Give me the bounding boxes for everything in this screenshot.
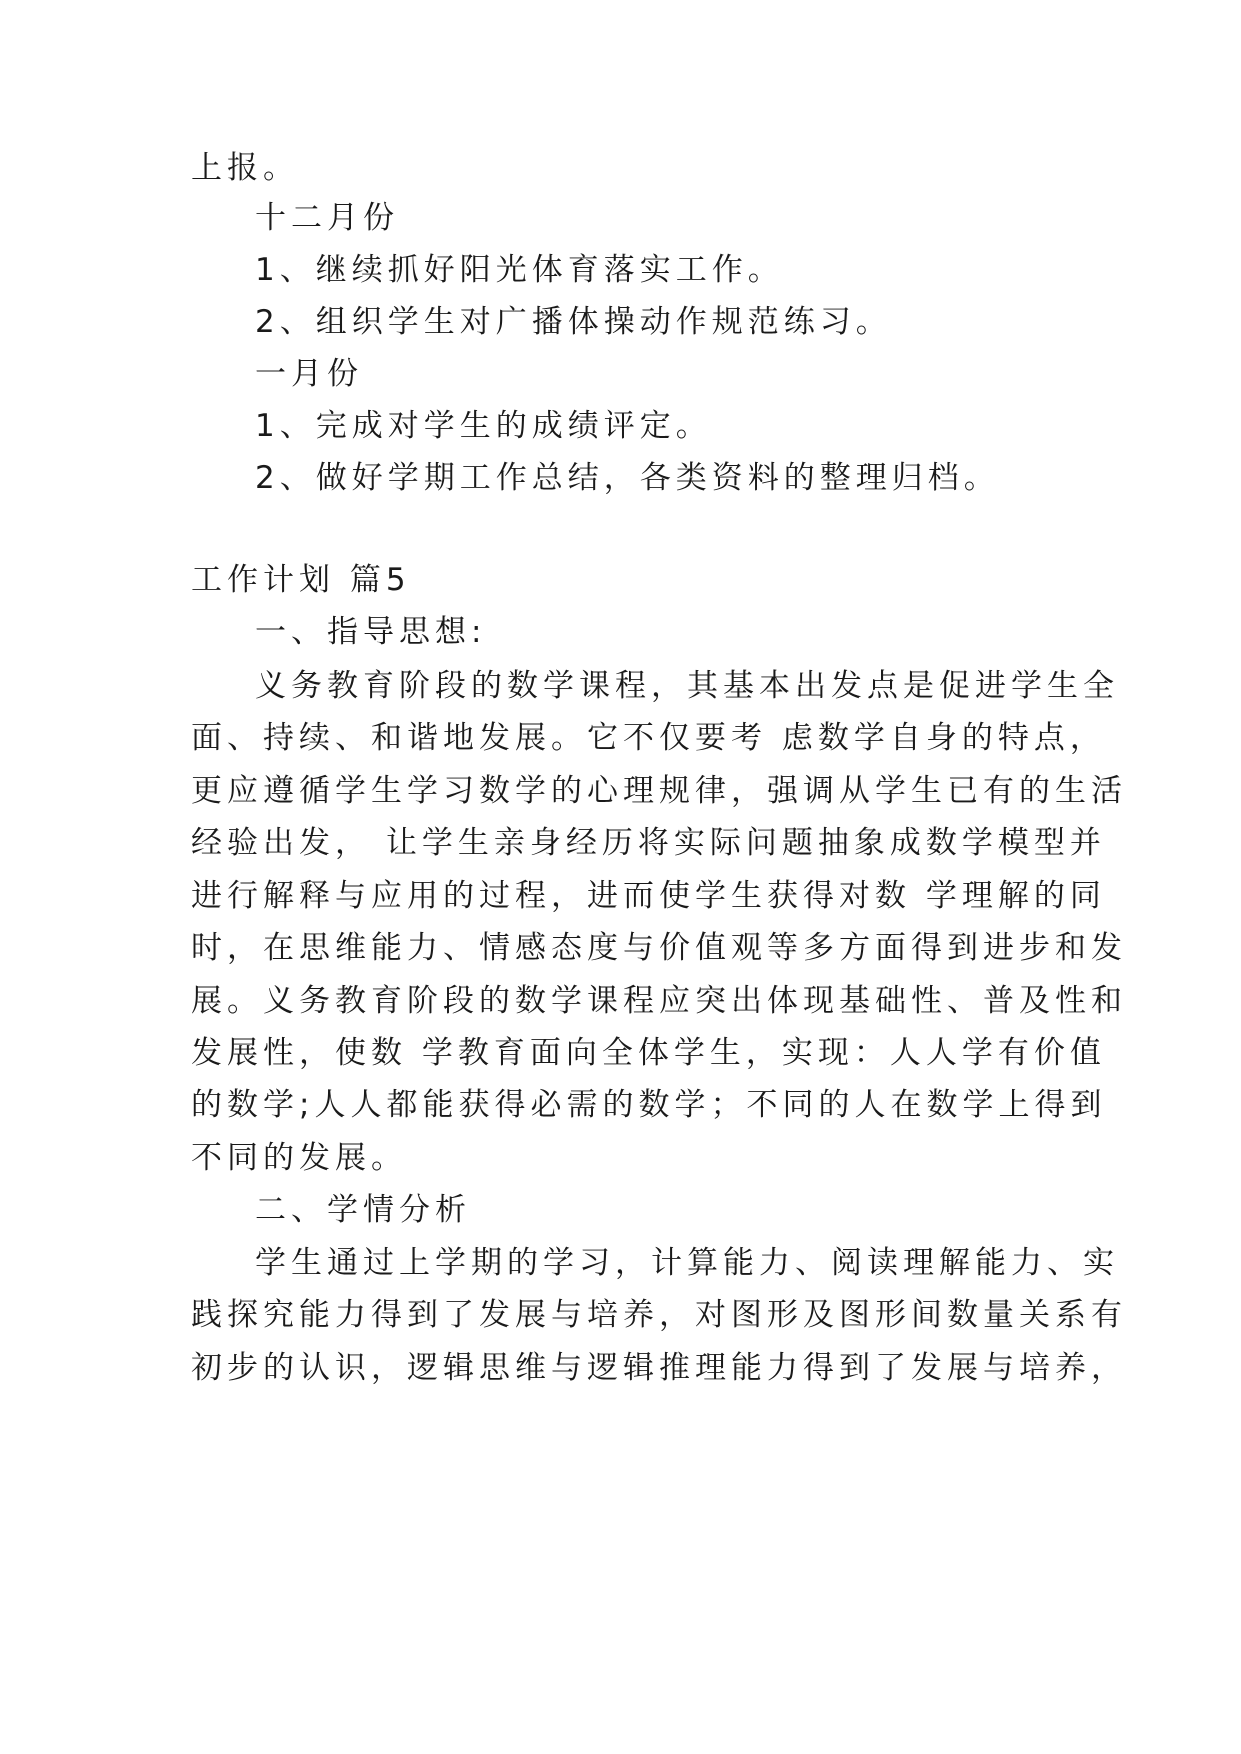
part1-paragraph-line: 经验出发， 让学生亲身经历将实际问题抽象成数学模型并 — [191, 825, 1106, 861]
part1-paragraph-line: 更应遵循学生学习数学的心理规律，强调从学生已有的生活 — [191, 773, 1127, 809]
section-title: 工作计划 篇5 — [191, 562, 411, 598]
part2-paragraph-line: 初步的认识，逻辑思维与逻辑推理能力得到了发展与培养， — [191, 1350, 1127, 1386]
part2-heading: 二、学情分析 — [255, 1192, 471, 1228]
december-item-1: 1、继续抓好阳光体育落实工作。 — [255, 252, 784, 288]
continuation-text: 上报。 — [191, 150, 299, 186]
part1-paragraph-line: 进行解释与应用的过程，进而使学生获得对数 学理解的同 — [191, 878, 1106, 914]
part1-paragraph-line: 展。义务教育阶段的数学课程应突出体现基础性、普及性和 — [191, 983, 1127, 1019]
december-item-2: 2、组织学生对广播体操动作规范练习。 — [255, 304, 892, 340]
part1-paragraph-line: 不同的发展。 — [191, 1140, 407, 1176]
part1-paragraph-line: 的数学;人人都能获得必需的数学；不同的人在数学上得到 — [191, 1087, 1107, 1123]
part1-paragraph-line: 义务教育阶段的数学课程，其基本出发点是促进学生全 — [255, 668, 1119, 704]
january-heading: 一月份 — [255, 356, 363, 392]
part1-heading: 一、指导思想: — [255, 614, 487, 650]
part1-paragraph-line: 时，在思维能力、情感态度与价值观等多方面得到进步和发 — [191, 930, 1127, 966]
january-item-1: 1、完成对学生的成绩评定。 — [255, 408, 712, 444]
part1-paragraph-line: 面、持续、和谐地发展。它不仅要考 虑数学自身的特点， — [191, 720, 1106, 756]
december-heading: 十二月份 — [255, 200, 399, 236]
part1-paragraph-line: 发展性，使数 学教育面向全体学生，实现：人人学有价值 — [191, 1035, 1106, 1071]
part2-paragraph-line: 学生通过上学期的学习，计算能力、阅读理解能力、实 — [255, 1245, 1119, 1281]
january-item-2: 2、做好学期工作总结，各类资料的整理归档。 — [255, 460, 1000, 496]
part2-paragraph-line: 践探究能力得到了发展与培养，对图形及图形间数量关系有 — [191, 1297, 1127, 1333]
